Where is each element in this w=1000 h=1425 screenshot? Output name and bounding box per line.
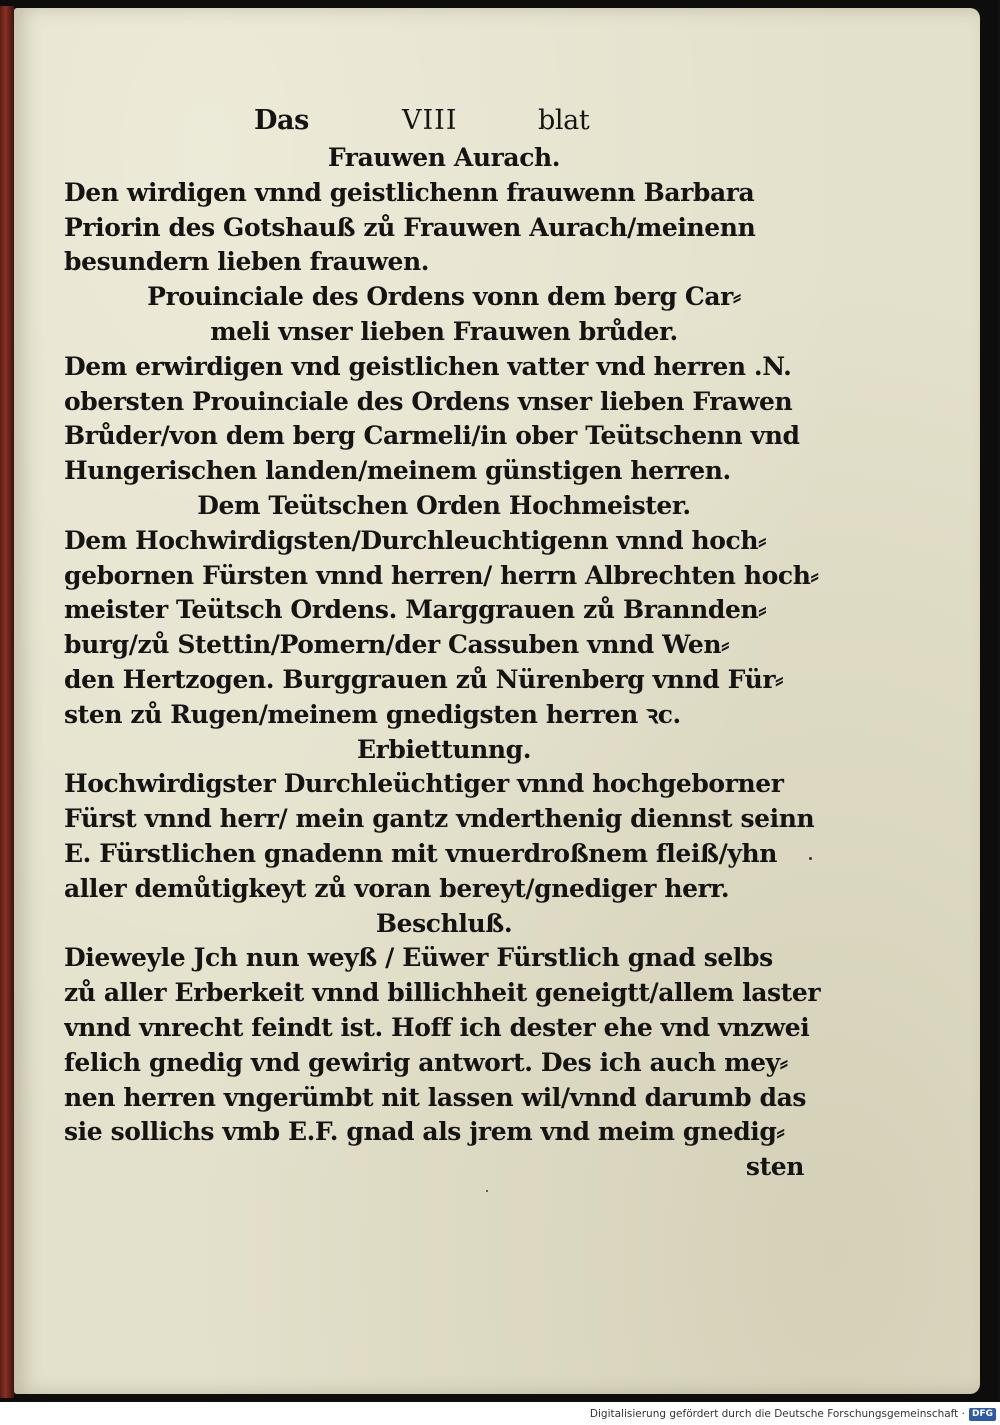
page-text-block (64, 101, 824, 1185)
ink-speck (809, 857, 812, 860)
footer-credit-text: Digitalisierung gefördert durch die Deutsche Forschungsgemeinschaft · (589, 1408, 965, 1420)
text-line: meister Teütsch Ordens. Marggrauen zů Brannden⸗ (64, 595, 767, 625)
text-line: aller demůtigkeyt zů voran bereyt/gnediger herr. (64, 873, 730, 903)
ink-speck (486, 1190, 488, 1192)
text-line: felich gnedig vnd gewirig antwort. Des ich auch mey⸗ (64, 1047, 788, 1077)
section-heading-line: Frauwen Aurach. (327, 143, 561, 172)
text-line: obersten Prouinciale des Ordens vnser lieben Frawen (64, 386, 793, 416)
text-line: sten zů Rugen/meinem gnedigsten herren ꝛc. (64, 699, 681, 729)
section-heading-line: Dem Teütschen Orden Hochmeister. (197, 490, 691, 520)
text-line: Priorin des Gotshauß zů Frauwen Aurach/meinenn (64, 212, 756, 242)
catchword: sten (745, 1152, 804, 1182)
text-line: Brůder/von dem berg Carmeli/in ober Teütschenn vnd (64, 421, 800, 451)
book-binding-edge (0, 6, 14, 1398)
text-line: Hungerischen landen/meinem günstigen herren. (64, 456, 731, 486)
text-line: Dem Hochwirdigsten/Durchleuchtigenn vnnd hoch⸗ (64, 525, 767, 555)
text-line: Den wirdigen vnnd geistlichenn frauwenn Barbara (64, 177, 755, 207)
folio-number: VIII (402, 105, 458, 136)
header-right-word: blat (538, 105, 590, 136)
text-line: Hochwirdigster Durchleüchtiger vnnd hochgeborner (64, 769, 784, 799)
text-line: Dem erwirdigen vnd geistlichen vatter vnd herren .N. (64, 351, 792, 381)
text-line: sie sollichs vmb E.F. gnad als jrem vnd meim gnedig⸗ (64, 1117, 785, 1147)
text-line: Fürst vnnd herr/ mein gantz vnderthenig diennst seinn (64, 804, 815, 834)
digitization-footer (590, 1404, 1000, 1425)
section-heading-line: Erbiettunng. (356, 734, 532, 764)
header-left-word: Das (254, 105, 309, 136)
text-line: vnnd vnrecht feindt ist. Hoff ich dester ehe vnd vnzwei (64, 1012, 810, 1042)
section-heading-line: Beschluß. (375, 908, 513, 938)
text-line: Dieweyle Jch nun weyß / Eüwer Fürstlich gnad selbs (64, 943, 773, 973)
text-lines (64, 141, 824, 1185)
text-line: besundern lieben frauwen. (64, 247, 430, 277)
section-heading-line: meli vnser lieben Frauwen brůder. (210, 316, 678, 346)
text-line: gebornen Fürsten vnnd herren/ herrn Albrechten hoch⸗ (64, 560, 819, 590)
text-line: den Hertzogen. Burggrauen zů Nürenberg vnnd Für⸗ (64, 664, 784, 694)
text-line: nen herren vngerümbt nit lassen wil/vnnd darumb das (64, 1082, 807, 1112)
text-line: E. Fürstlichen gnadenn mit vnuerdroßnem fleiß/yhn (64, 838, 777, 868)
dfg-logo-badge: DFG (969, 1408, 996, 1421)
section-heading-line: Prouinciale des Ordens vonn dem berg Car⸗ (147, 282, 741, 312)
running-header (64, 101, 824, 141)
book-page (14, 8, 980, 1394)
text-line: zů aller Erberkeit vnnd billichheit geneigtt/allem laster (64, 978, 821, 1008)
text-line: burg/zů Stettin/Pomern/der Cassuben vnnd Wen⸗ (64, 630, 730, 660)
